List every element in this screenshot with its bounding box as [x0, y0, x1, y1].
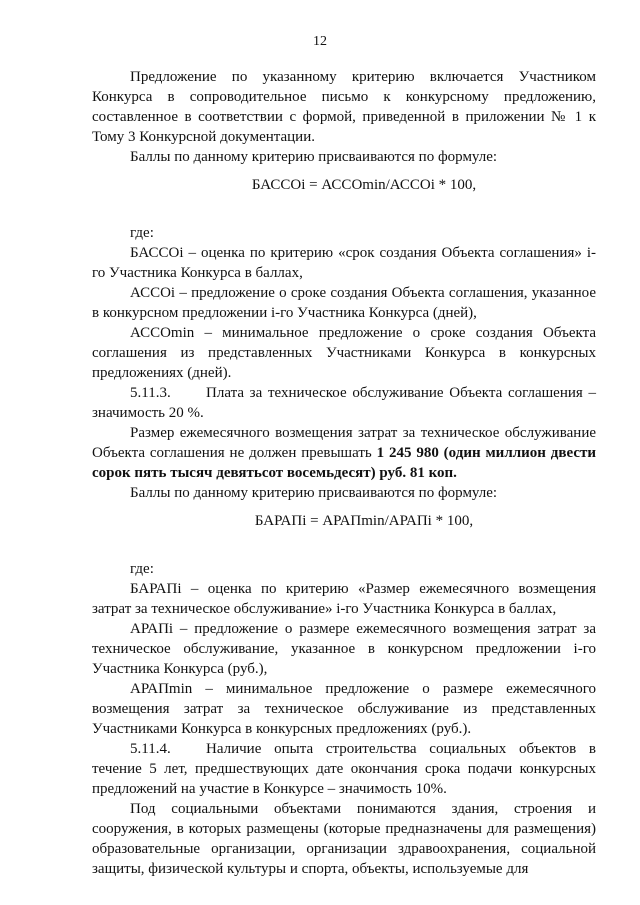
- amount-intro-text: Размер ежемесячного возмещения затрат за техническое обслуживание Объекта соглашения не должен превышать: [92, 425, 596, 461]
- paragraph-points-formula-intro: Баллы по данному критерию присваиваются по формуле:: [130, 149, 498, 165]
- clause-text: Наличие опыта строительства социальных объектов в течение 5 лет, предшествующих дате окончания срока подачи конкурсных предложений на участие в Конкурсе – значимость 10%.: [92, 741, 596, 797]
- paragraph-criterion-inclusion: Предложение по указанному критерию включается Участником Конкурса в сопроводительное письмо к конкурсному предложению, составленное в соответствии с формой, приведенной в приложении № 1 к Тому 3 Конкурсной документации.: [92, 69, 596, 145]
- formula-maintenance-score: БАРАПi = АРАПmin/АРАПi * 100,: [254, 513, 474, 529]
- where-label: где:: [130, 225, 154, 241]
- definition-basso: БАССОi – оценка по критерию «срок создания Объекта соглашения» i-го Участника Конкурса в баллах,: [92, 245, 596, 281]
- definition-arap-min: АРАПmin – минимальное предложение о размере ежемесячного возмещения затрат за техническое обслуживание из представленных Участниками Конкурса в конкурсных предложениях (руб.).: [92, 681, 596, 737]
- document-body: [92, 67, 596, 879]
- clause-5-11-3: [92, 383, 596, 423]
- where-label-2: где:: [130, 561, 154, 577]
- clause-text: Плата за техническое обслуживание Объекта соглашения – значимость 20 %.: [92, 385, 596, 421]
- clause-number: 5.11.3.: [130, 385, 171, 401]
- paragraph-points-formula-intro-2: Баллы по данному критерию присваиваются по формуле:: [130, 485, 498, 501]
- paragraph-max-amount: [92, 423, 596, 483]
- definition-arap: АРАПi – предложение о размере ежемесячного возмещения затрат за техническое обслуживание, указанное в конкурсном предложении i-го Участника Конкурса (руб.),: [92, 621, 596, 677]
- page-number: 12: [313, 34, 327, 49]
- formula-term-score: БАССОi = АССОmin/АССОi * 100,: [251, 177, 477, 193]
- definition-asso: АССОi – предложение о сроке создания Объекта соглашения, указанное в конкурсном предложении i-го Участника Конкурса (дней),: [92, 285, 596, 321]
- definition-barap: БАРАПi – оценка по критерию «Размер ежемесячного возмещения затрат за техническое обслуживание» i-го Участника Конкурса в баллах,: [92, 581, 596, 617]
- clause-5-11-4: [92, 739, 596, 799]
- clause-number: 5.11.4.: [130, 741, 171, 757]
- paragraph-social-objects: Под социальными объектами понимаются здания, строения и сооружения, в которых размещены (которые предназначены для размещения) образовательные организации, организации здравоохранения, социальной защиты, физической культуры и спорта, объекты, используемые для: [92, 801, 596, 877]
- definition-asso-min: АССОmin – минимальное предложение о сроке создания Объекта соглашения из представленных Участниками Конкурса в конкурсных предложениях (дней).: [92, 325, 596, 381]
- amount-bold-text: 1 245 980 (один миллион двести сорок пять тысяч девятьсот восемьдесят) руб. 81 коп.: [92, 445, 596, 481]
